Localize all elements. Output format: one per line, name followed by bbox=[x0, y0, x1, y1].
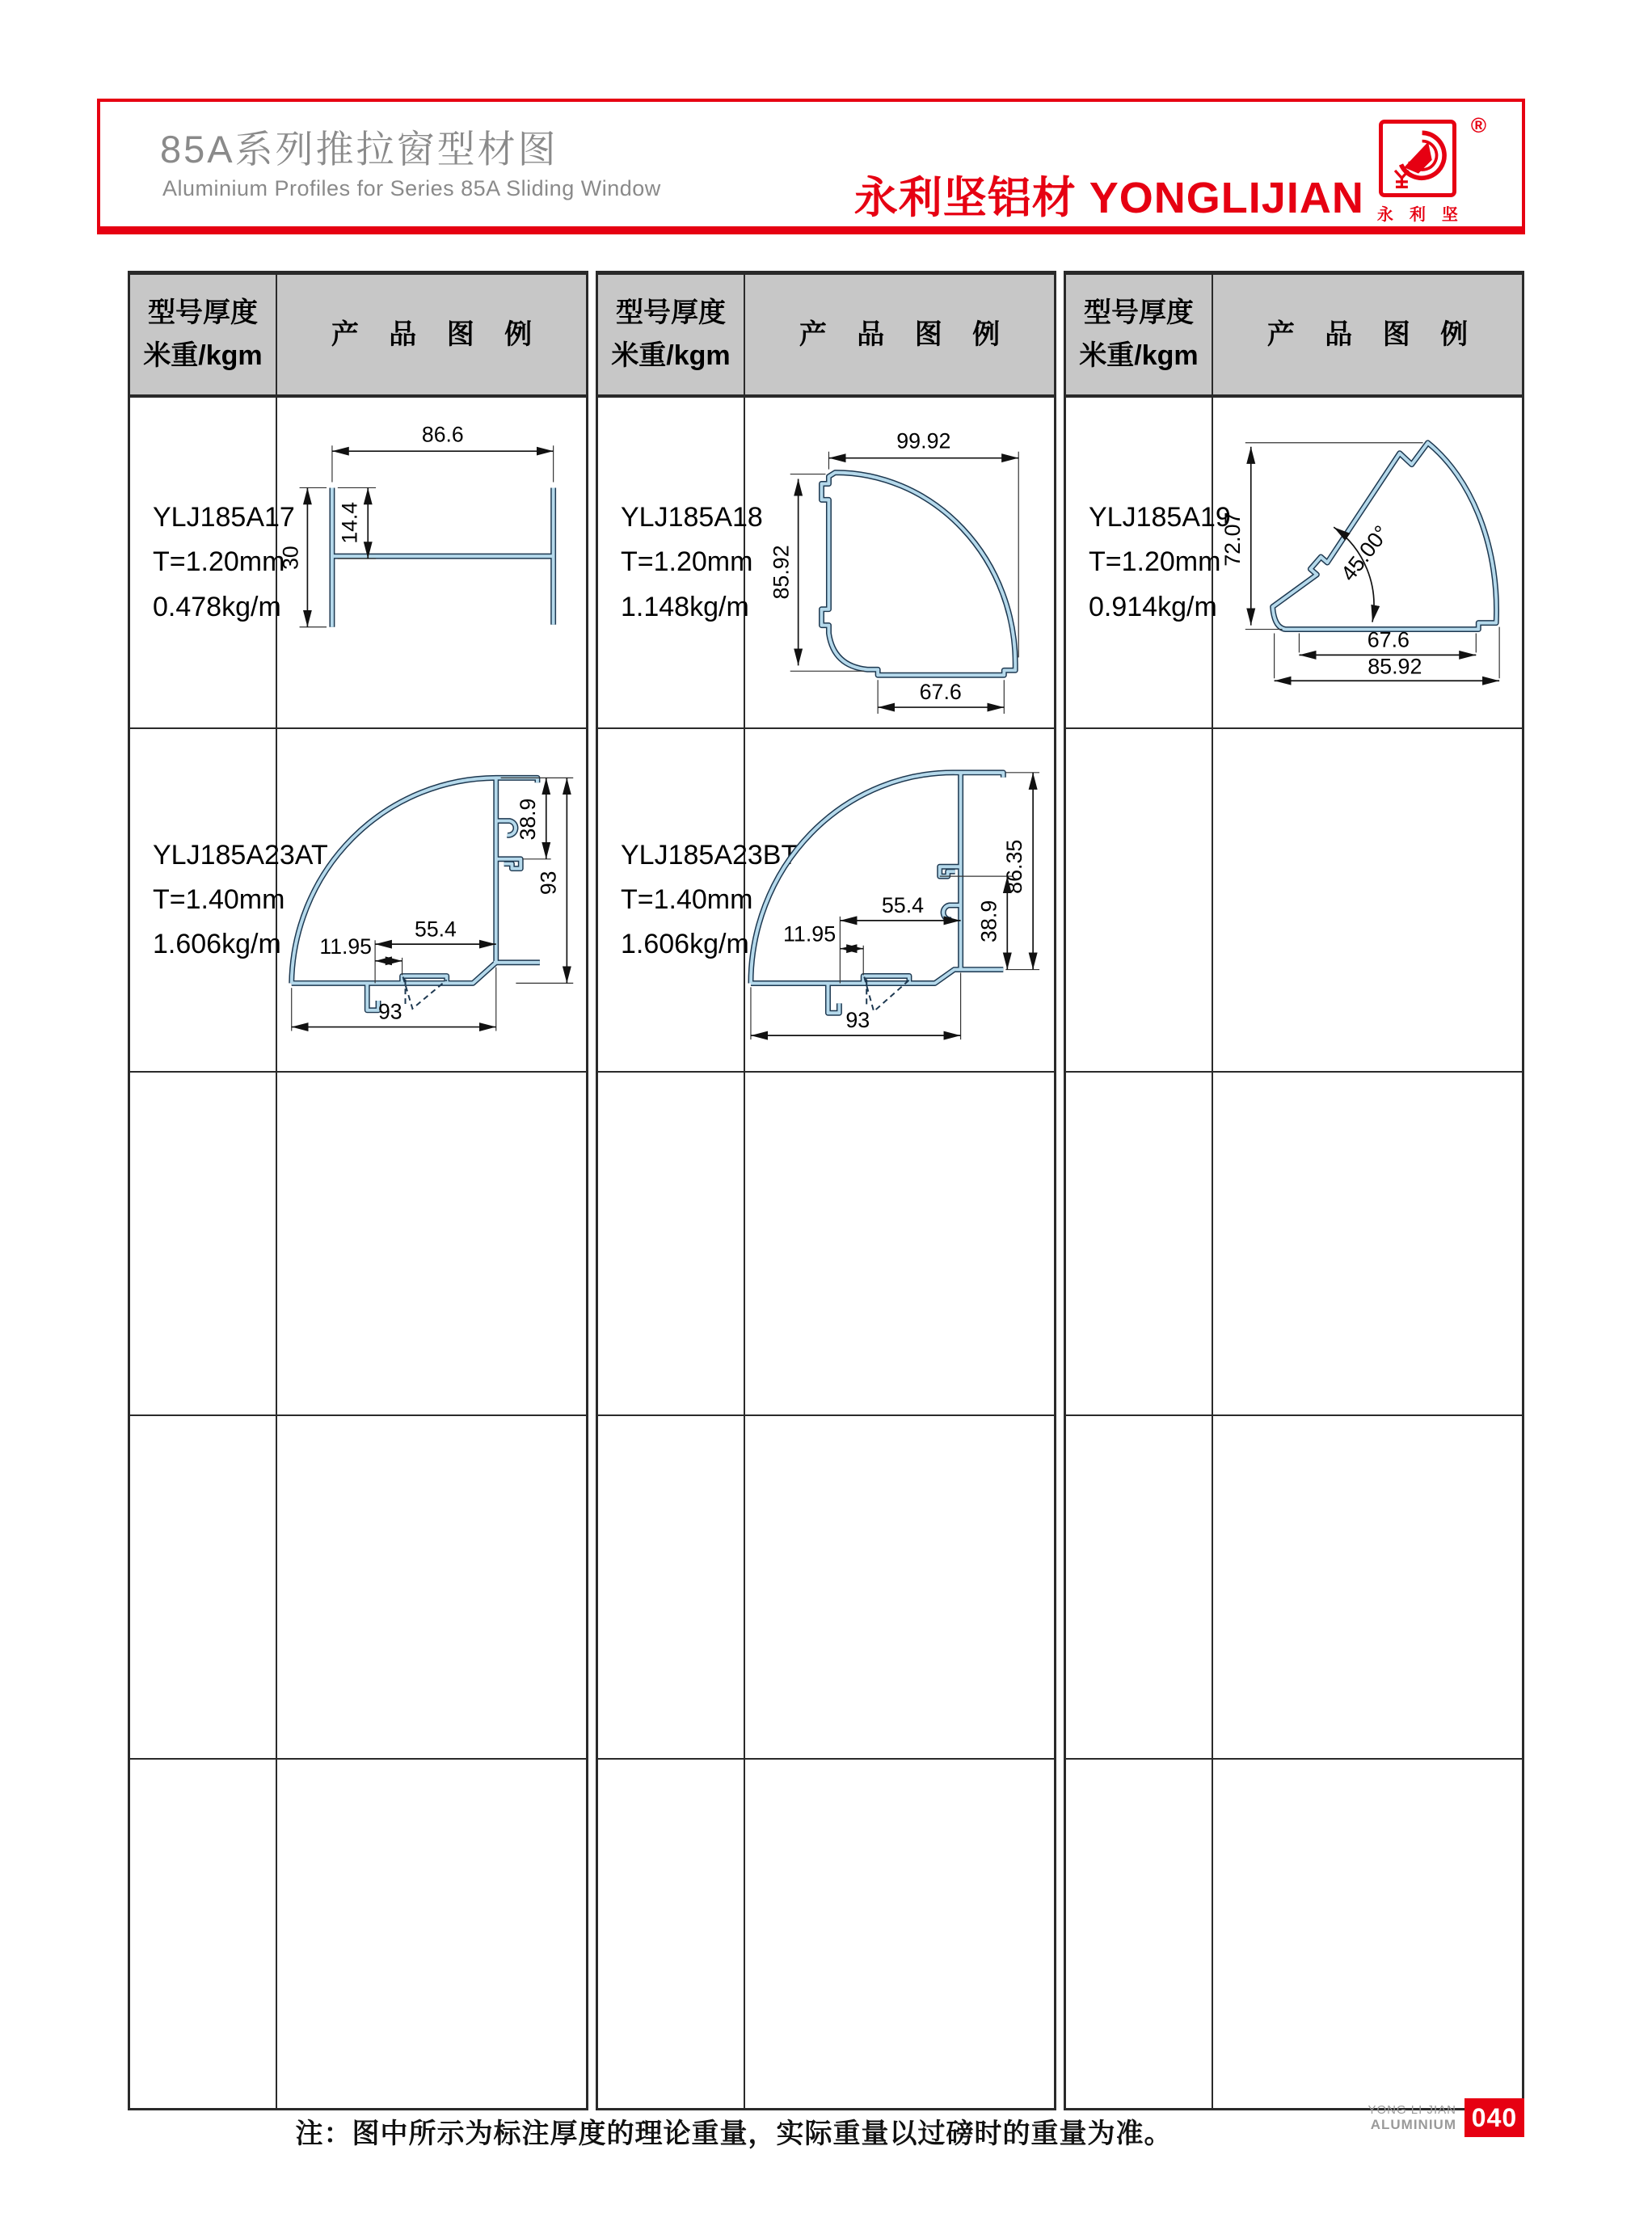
profile-table-group-1 bbox=[128, 271, 588, 2110]
dimension-annotations bbox=[279, 422, 554, 626]
empty-cell bbox=[1066, 1760, 1213, 2108]
svg-text:55.4: 55.4 bbox=[415, 917, 457, 942]
empty-cell bbox=[277, 1760, 586, 2108]
footer-brand-line1: YONG LI JIAN bbox=[1368, 2102, 1456, 2117]
header-line: 米重/kgm bbox=[611, 340, 731, 371]
model-cell-ylj185a23bt bbox=[598, 729, 799, 1073]
empty-cell bbox=[745, 1760, 1054, 2108]
caption-char: 利 bbox=[1409, 206, 1426, 224]
model-code: YLJ185A23AT bbox=[153, 839, 328, 871]
model-code: YLJ185A18 bbox=[621, 502, 763, 533]
svg-text:99.92: 99.92 bbox=[896, 428, 951, 453]
header-line: 米重/kgm bbox=[143, 340, 263, 371]
model-weight: 1.606kg/m bbox=[153, 929, 281, 960]
profile-drawing-ylj185a23bt bbox=[745, 729, 1054, 1071]
profile-table bbox=[128, 271, 1524, 2110]
model-code: YLJ185A23BT bbox=[621, 839, 799, 871]
profile-drawing-ylj185a19 bbox=[1213, 398, 1522, 727]
model-weight: 0.478kg/m bbox=[153, 591, 281, 622]
brand-block bbox=[854, 113, 1486, 226]
footer-brand-text bbox=[1368, 2103, 1456, 2133]
column-header-model bbox=[598, 275, 745, 398]
brand-logo-frame bbox=[1379, 120, 1456, 197]
drawing-cell-ylj185a18 bbox=[745, 398, 1054, 729]
brand-name: 永利坚铝材 YONGLIJIAN bbox=[853, 174, 1364, 222]
svg-text:72.07: 72.07 bbox=[1220, 512, 1245, 567]
model-thickness: T=1.40mm bbox=[153, 883, 285, 915]
empty-cell bbox=[1213, 1416, 1522, 1760]
footer-brand-line2: ALUMINIUM bbox=[1370, 2116, 1456, 2132]
profile-outline bbox=[751, 773, 1003, 1013]
svg-text:38.9: 38.9 bbox=[976, 900, 1001, 942]
caption-char: 永 bbox=[1376, 206, 1393, 224]
brand-logo-icon bbox=[1384, 125, 1451, 192]
model-code: YLJ185A19 bbox=[1089, 502, 1231, 533]
model-thickness: T=1.20mm bbox=[1089, 546, 1221, 578]
caption-char: 坚 bbox=[1441, 206, 1458, 224]
svg-text:45.00°: 45.00° bbox=[1336, 521, 1394, 586]
svg-text:55.4: 55.4 bbox=[881, 892, 925, 917]
column-header-illustration bbox=[745, 275, 1054, 398]
brand-logo-caption bbox=[1377, 201, 1458, 225]
model-weight: 0.914kg/m bbox=[1089, 591, 1217, 622]
model-thickness: T=1.20mm bbox=[153, 546, 285, 578]
model-weight: 1.606kg/m bbox=[621, 929, 749, 960]
column-header-illustration bbox=[1213, 275, 1522, 398]
empty-cell bbox=[1213, 1073, 1522, 1416]
header-line: 型号厚度 bbox=[616, 297, 726, 329]
svg-text:93: 93 bbox=[378, 999, 402, 1024]
empty-cell bbox=[1066, 1416, 1213, 1760]
profile-outline bbox=[332, 487, 554, 626]
footer-note: 注：图中所示为标注厚度的理论重量，实际重量以过磅时的重量为准。 bbox=[295, 2118, 1173, 2149]
empty-cell bbox=[1213, 729, 1522, 1073]
model-weight: 1.148kg/m bbox=[621, 591, 749, 622]
profile-outline bbox=[822, 473, 1016, 676]
empty-cell bbox=[277, 1073, 586, 1416]
model-code: YLJ185A17 bbox=[153, 502, 295, 533]
empty-cell bbox=[130, 1073, 277, 1416]
drawing-cell-ylj185a17 bbox=[277, 398, 586, 729]
drawing-cell-ylj185a23bt bbox=[745, 729, 1054, 1073]
drawing-cell-ylj185a19 bbox=[1213, 398, 1522, 729]
empty-cell bbox=[745, 1073, 1054, 1416]
dimension-annotations bbox=[769, 429, 1019, 714]
svg-text:67.6: 67.6 bbox=[1367, 627, 1410, 652]
svg-text:86.6: 86.6 bbox=[421, 422, 464, 447]
svg-text:14.4: 14.4 bbox=[337, 501, 362, 544]
empty-cell bbox=[130, 1416, 277, 1760]
empty-cell bbox=[598, 1760, 745, 2108]
svg-text:67.6: 67.6 bbox=[919, 680, 962, 705]
model-thickness: T=1.20mm bbox=[621, 546, 753, 578]
header-line: 产 品 图 例 bbox=[331, 318, 544, 350]
empty-cell bbox=[1066, 1073, 1213, 1416]
empty-cell bbox=[130, 1760, 277, 2108]
profile-drawing-ylj185a18 bbox=[745, 398, 1054, 727]
column-header-model bbox=[130, 275, 277, 398]
svg-text:38.9: 38.9 bbox=[515, 798, 540, 841]
model-thickness: T=1.40mm bbox=[621, 883, 753, 915]
page-header bbox=[97, 99, 1525, 234]
column-header-illustration bbox=[277, 275, 586, 398]
empty-cell bbox=[598, 1416, 745, 1760]
svg-text:11.95: 11.95 bbox=[782, 921, 837, 946]
svg-text:85.92: 85.92 bbox=[769, 545, 794, 600]
page-title: 85A系列推拉窗型材图 bbox=[160, 128, 558, 171]
brand-logo bbox=[1377, 120, 1458, 225]
footer-brand-block bbox=[1368, 2098, 1524, 2137]
profile-table-group-2 bbox=[596, 271, 1056, 2110]
profile-outline bbox=[292, 778, 540, 1010]
drawing-cell-ylj185a23at bbox=[277, 729, 586, 1073]
profile-drawing-ylj185a23at bbox=[277, 729, 586, 1071]
profile-table-group-3 bbox=[1064, 271, 1524, 2110]
column-header-model bbox=[1066, 275, 1213, 398]
svg-text:86.35: 86.35 bbox=[1002, 839, 1027, 894]
header-line: 米重/kgm bbox=[1079, 340, 1199, 371]
registered-trademark-icon: ® bbox=[1470, 113, 1486, 137]
header-line: 产 品 图 例 bbox=[1266, 318, 1480, 350]
header-line: 型号厚度 bbox=[148, 297, 258, 329]
page-number-badge: 040 bbox=[1464, 2098, 1524, 2137]
svg-text:93: 93 bbox=[536, 871, 561, 896]
svg-text:93: 93 bbox=[845, 1008, 870, 1033]
profile-drawing-ylj185a17 bbox=[277, 398, 586, 727]
empty-cell bbox=[1066, 729, 1213, 1073]
empty-cell bbox=[1213, 1760, 1522, 2108]
dimension-annotations bbox=[751, 773, 1039, 1039]
model-cell-ylj185a23at bbox=[130, 729, 328, 1073]
empty-cell bbox=[745, 1416, 1054, 1760]
header-line: 型号厚度 bbox=[1084, 297, 1194, 329]
empty-cell bbox=[598, 1073, 745, 1416]
page-subtitle: Aluminium Profiles for Series 85A Sliding Window bbox=[162, 176, 661, 200]
svg-text:11.95: 11.95 bbox=[319, 934, 372, 959]
model-cell-ylj185a18 bbox=[598, 398, 763, 729]
empty-cell bbox=[277, 1416, 586, 1760]
svg-text:30: 30 bbox=[278, 546, 303, 570]
model-cell-ylj185a19 bbox=[1066, 398, 1231, 729]
header-line: 产 品 图 例 bbox=[799, 318, 1012, 350]
svg-text:85.92: 85.92 bbox=[1368, 654, 1422, 679]
